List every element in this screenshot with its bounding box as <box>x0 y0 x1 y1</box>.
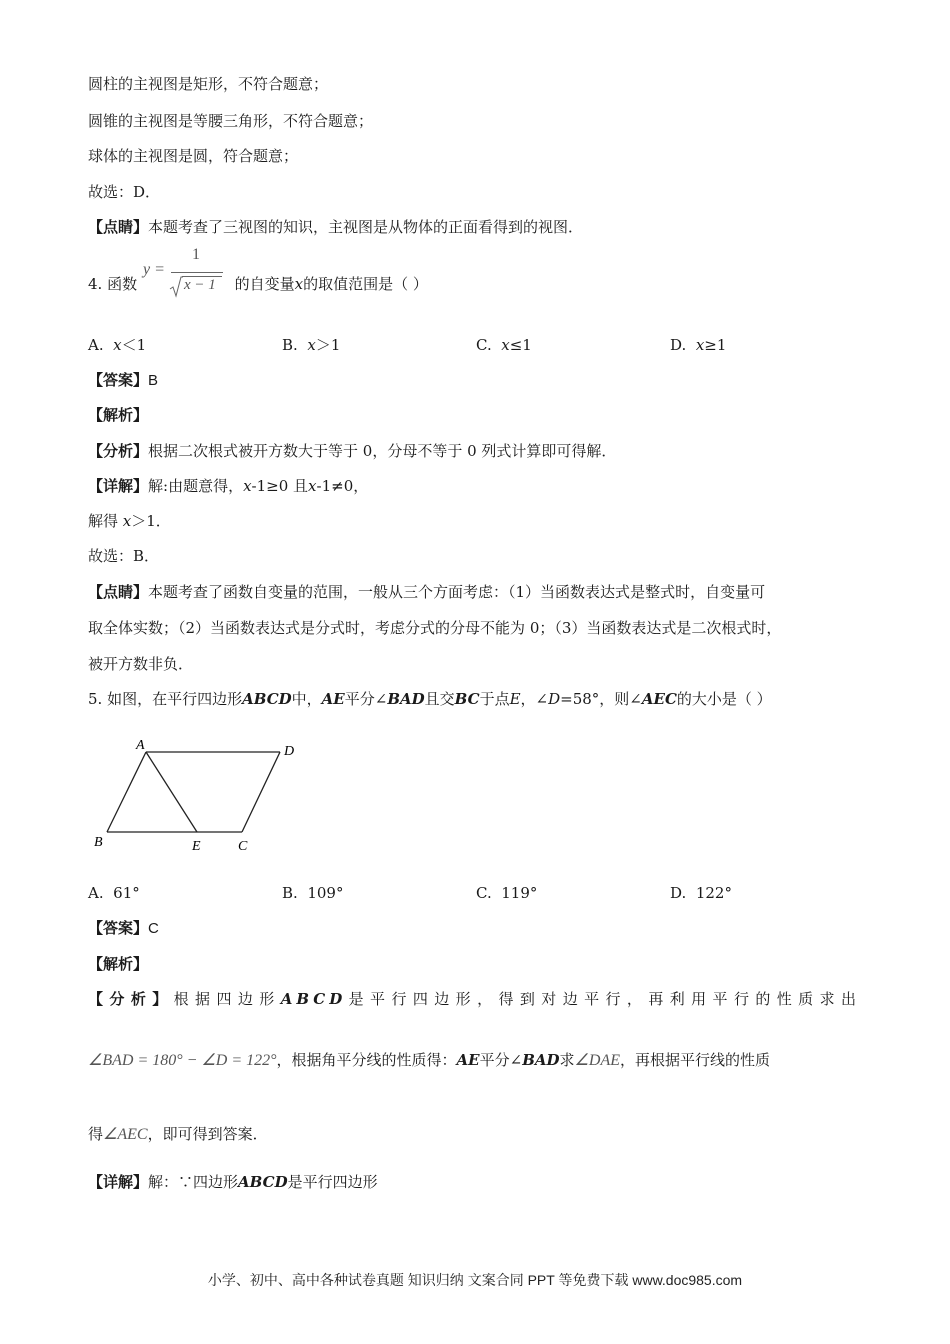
math-expression: ∠DAE <box>574 1052 620 1069</box>
question-number: 4. 函数 <box>88 275 138 293</box>
variable: x <box>294 275 304 293</box>
analysis-tag: 【解析】 <box>88 955 149 973</box>
analysis-line: 【分析】根据二次根式被开方数大于等于 0，分母不等于 0 列式计算即可得解． <box>88 442 617 460</box>
text-line: 故选：D． <box>88 183 161 201</box>
side-dc <box>242 752 280 832</box>
fraction-formula <box>143 248 227 302</box>
text-line: 球体的主视图是圆，符合题意； <box>88 147 299 165</box>
math-expression: ∠BAD = 180° − ∠D = 122° <box>88 1052 277 1069</box>
comment-line: 被开方数非负． <box>88 655 194 673</box>
choose-line: 故选：B． <box>88 547 160 565</box>
fraction-bar <box>171 272 223 273</box>
option-b[interactable]: B. x＞1 <box>282 336 341 354</box>
analysis-line: ∠BAD = 180° − ∠D = 122°，根据角平分线的性质得：AE平分∠BAD求∠DAE，再根据平行线的性质 <box>88 1051 771 1069</box>
page-footer: 小学、初中、高中各种试卷真题 知识归纳 文案合同 PPT 等免费下载 www.doc985.com <box>207 1272 743 1288</box>
option-c[interactable]: C. x≤1 <box>476 336 532 354</box>
comment-line: 取全体实数；（2）当函数表达式是分式时，考虑分式的分母不能为 0；（3）当函数表达式是二次根式时， <box>88 619 782 637</box>
side-ab <box>107 752 146 832</box>
analysis-tag: 【解析】 <box>88 406 149 424</box>
answer-tag: 【答案】 <box>88 371 149 389</box>
option-c[interactable]: C. 119° <box>476 884 538 902</box>
option-d[interactable]: D. x≥1 <box>670 336 727 354</box>
option-b[interactable]: B. 109° <box>282 884 344 902</box>
formula-numerator: 1 <box>192 246 200 263</box>
vertex-label-c: C <box>238 839 248 854</box>
vertex-label-d: D <box>284 744 295 759</box>
solve-line: 解得 x＞1． <box>88 512 171 530</box>
vertex-label-a: A <box>136 738 145 753</box>
parallelogram-figure <box>88 732 308 857</box>
radical-icon <box>169 276 183 298</box>
option-a[interactable]: A. 61° <box>88 884 140 902</box>
analysis-line: 【分析】根据四边形ABCD是平行四边形，得到对边平行，再利用平行的性质求出 <box>88 990 860 1008</box>
stem-text: 的取值范围是（ ） <box>303 275 428 293</box>
answer-value: B <box>148 372 159 389</box>
text-line: 圆柱的主视图是矩形，不符合题意； <box>88 75 329 93</box>
detail-line: 【详解】解：∵四边形ABCD是平行四边形 <box>88 1173 378 1191</box>
comment-text: 本题考查了三视图的知识，主视图是从物体的正面看得到的视图． <box>148 218 584 236</box>
question-5-stem: 5. 如图，在平行四边形ABCD中，AE平分∠BAD且交BC于点E，∠D=58°，则∠AEC的大小是（ ） <box>88 690 772 708</box>
option-d[interactable]: D. 122° <box>670 884 732 902</box>
comment-tag: 【点睛】 <box>88 218 149 236</box>
answer-line: 【答案】C <box>88 919 159 937</box>
detail-line: 【详解】解:由题意得，x-1≥0 且x-1≠0， <box>88 477 369 495</box>
option-a[interactable]: A. x＜1 <box>88 336 147 354</box>
vertex-label-b: B <box>94 835 103 850</box>
comment-line <box>88 216 583 238</box>
stem-text: 的自变量 <box>234 275 295 293</box>
question-4-stem <box>88 273 428 295</box>
vertex-label-e: E <box>192 839 201 854</box>
analysis-line: 得∠AEC，即可得到答案． <box>88 1125 268 1143</box>
text-line: 圆锥的主视图是等腰三角形，不符合题意； <box>88 112 374 130</box>
formula-y: y = <box>143 261 165 278</box>
comment-line: 【点睛】本题考查了函数自变量的范围，一般从三个方面考虑：（1）当函数表达式是整式时，自变量可 <box>88 583 766 601</box>
formula-radicand: x − 1 <box>184 277 216 293</box>
answer-line <box>88 369 158 392</box>
math-expression: ∠AEC <box>103 1126 148 1143</box>
segment-ae <box>146 752 197 832</box>
